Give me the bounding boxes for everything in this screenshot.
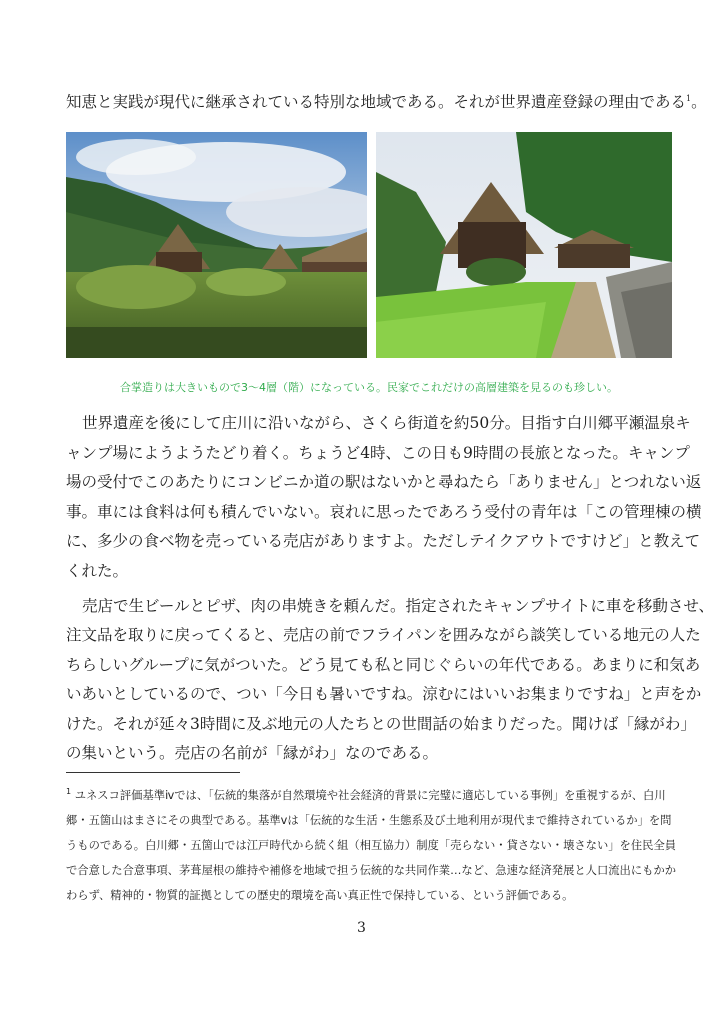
intro-end: 。: [691, 93, 707, 112]
paragraph-1-line: ャンプ場にようようたどり着く。ちょうど4時、この日も9時間の長旅となった。キャンプ: [66, 444, 690, 462]
paragraph-2-line: 売店で生ビールとピザ、肉の串焼きを頼んだ。指定されたキャンプサイトに車を移動させ、: [82, 597, 714, 615]
paragraph-1-line: 場の受付でこのあたりにコンビニか道の駅はないかと尋ねたら「ありません」とつれない返: [66, 473, 702, 491]
paragraph-1-line: 世界遺産を後にして庄川に沿いながら、さくら街道を約50分。目指す白川郷平瀬温泉キ: [82, 414, 691, 432]
footnote-line: うものである。白川郷・五箇山では江戸時代から続く組（相互協力）制度「売らない・貸さない・壊さない」を住民全員: [66, 839, 677, 852]
paragraph-2-line: ちらしいグループに気がついた。どう見ても私と同じぐらいの年代である。あまりに和気あ: [66, 656, 701, 674]
photo-gassho-houses-right: [376, 132, 672, 358]
footnote-separator: [66, 772, 240, 773]
paragraph-1-line: に、多少の食べ物を売っている売店がありますよ。ただしテイクアウトですけど」と教えて: [66, 532, 701, 550]
footnote-reference[interactable]: 1: [686, 94, 692, 103]
footnote-line: わらず、精神的・物質的証拠としての歴史的環境を高い真正性で保持している、という評価である。: [66, 889, 574, 902]
footnote-mark: 1: [66, 787, 72, 797]
photo-right-image: [376, 132, 672, 358]
page-number: 3: [357, 920, 366, 936]
photo-left-image: [66, 132, 367, 358]
photo-gassho-houses-left: [66, 132, 367, 358]
paragraph-1-line: くれた。: [66, 562, 129, 580]
paragraph-2-line: いあいとしているので、つい「今日も暑いですね。涼むにはいいお集まりですね」と声をか: [66, 685, 702, 703]
paragraph-2-line: 注文品を取りに戻ってくると、売店の前でフライパンを囲みながら談笑している地元の人た: [66, 626, 701, 644]
footnote-line-text: ユネスコ評価基準ⅳでは、「伝統的集落が自然環境や社会経済的背景に完璧に適応している事例」を重視するが、白川: [74, 789, 666, 802]
footnote-line: で合意した合意事項、茅葺屋根の維持や補修を地域で担う伝統的な共同作業…など、急速な経済発展と人口流出にもかか: [66, 864, 677, 877]
paragraph-2-line: の集いという。売店の名前が「縁がわ」なのである。: [66, 744, 439, 762]
paragraph-2-line: けた。それが延々3時間に及ぶ地元の人たちとの世間話の始まりだった。聞けば「縁がわ」: [66, 715, 696, 733]
footnote-line: [66, 787, 666, 803]
paragraph-1-line: 事。車には食料は何も積んでいない。哀れに思ったであろう受付の青年は「この管理棟の横: [66, 503, 702, 521]
intro-line: [66, 88, 707, 113]
photo-caption: 合掌造りは大きいもので3～4層（階）になっている。民家でこれだけの高層建築を見るのも珍しい。: [120, 381, 618, 394]
intro-text: 知恵と実践が現代に継承されている特別な地域である。それが世界遺産登録の理由である: [66, 93, 687, 112]
footnote-line: 郷・五箇山はまさにその典型である。基準ⅴは「伝統的な生活・生態系及び土地利用が現代まで維持されているか」を問: [66, 814, 672, 827]
